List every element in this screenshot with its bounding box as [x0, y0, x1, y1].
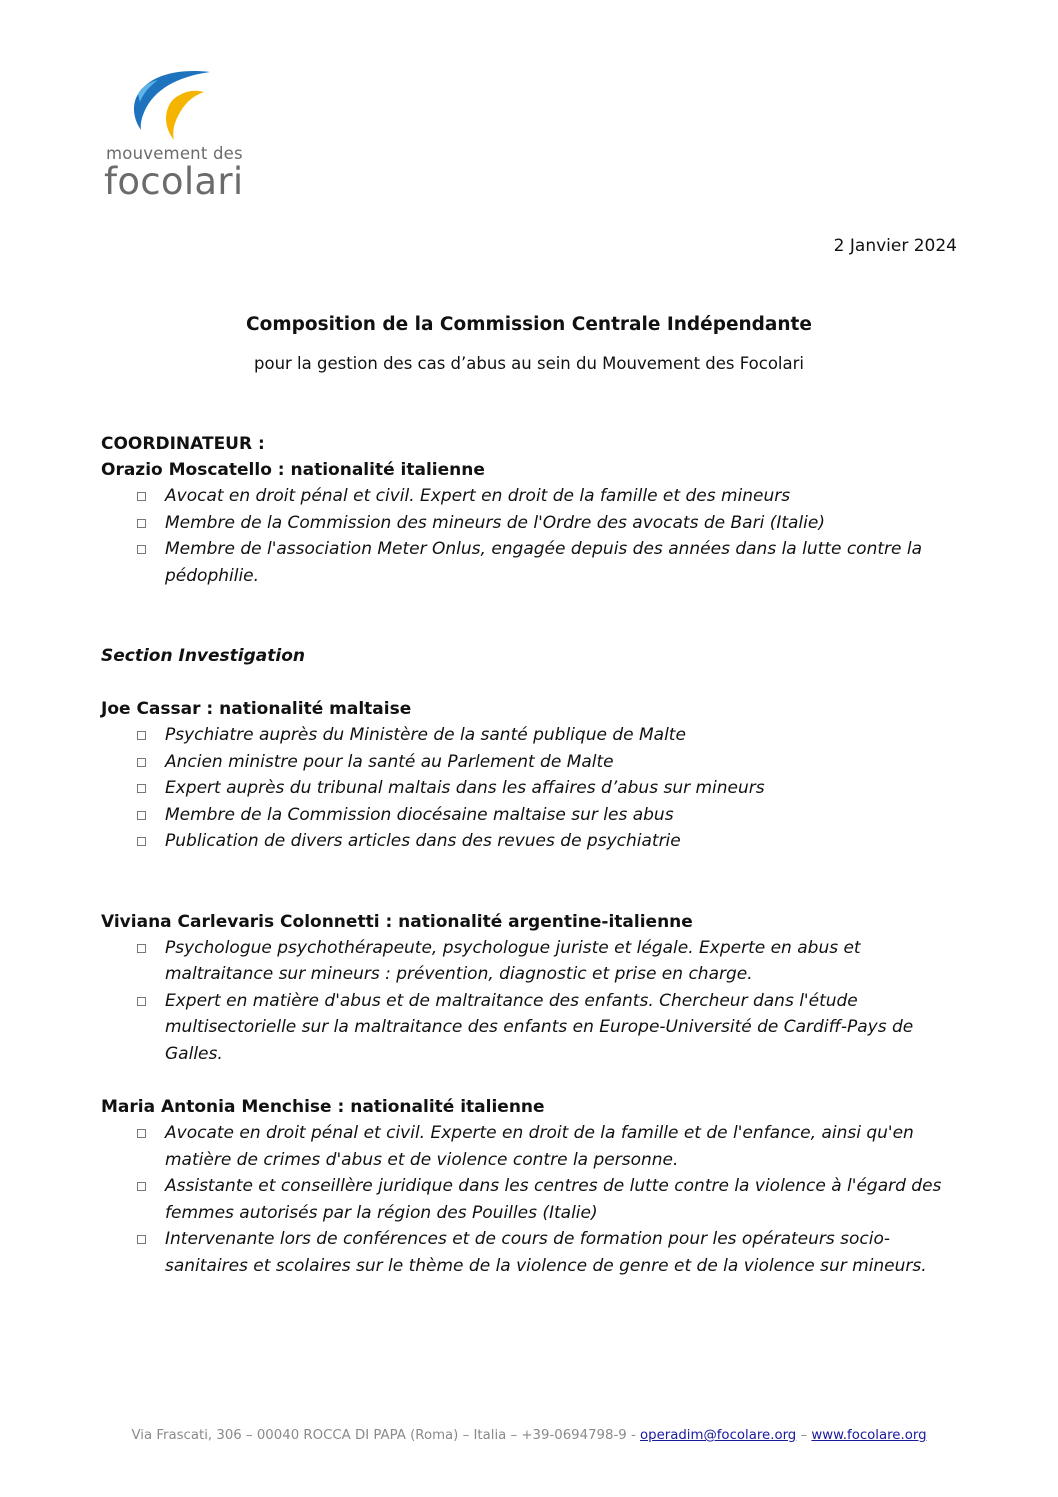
footer-separator: – [800, 1428, 808, 1443]
list-item: Ancien ministre pour la santé au Parlement de Malte [101, 749, 961, 776]
checkbox-bullet-icon [137, 492, 146, 501]
list-item: Membre de la Commission des mineurs de l'Ordre des avocats de Bari (Italie) [101, 510, 961, 537]
logo-wordmark: focolari [104, 160, 244, 203]
checkbox-bullet-icon [137, 1182, 146, 1191]
list-item: Psychologue psychothérapeute, psychologue juriste et légale. Experte en abus et maltraitance sur mineurs : prévention, diagnostic et prise en charge. [101, 935, 961, 988]
list-item: Avocat en droit pénal et civil. Expert en droit de la famille et des mineurs [101, 483, 961, 510]
list-item: Psychiatre auprès du Ministère de la santé publique de Malte [101, 722, 961, 749]
checkbox-bullet-icon [137, 944, 146, 953]
checkbox-bullet-icon [137, 758, 146, 767]
checkbox-bullet-icon [137, 997, 146, 1006]
member-list [101, 722, 961, 855]
checkbox-bullet-icon [137, 1129, 146, 1138]
member-list [101, 1120, 961, 1279]
spacer [101, 589, 961, 643]
document-subtitle: pour la gestion des cas d’abus au sein du Mouvement des Focolari [254, 354, 804, 373]
list-item: Expert en matière d'abus et de maltraitance des enfants. Chercheur dans l'étude multisectorielle sur la maltraitance des enfants en Europe-Université de Cardiff-Pays de Galles. [101, 988, 961, 1068]
member-name: Viviana Carlevaris Colonnetti : nationalité argentine-italienne [101, 911, 693, 932]
checkbox-bullet-icon [137, 784, 146, 793]
email-link[interactable]: operadim@focolare.org [640, 1428, 797, 1443]
document-title: Composition de la Commission Centrale Indépendante [246, 314, 812, 335]
list-item: Avocate en droit pénal et civil. Experte en droit de la famille et de l'enfance, ainsi qu'en matière de crimes d'abus et de violence contre la personne. [101, 1120, 961, 1173]
section-title: Section Investigation [101, 646, 305, 666]
list-item: Publication de divers articles dans des revues de psychiatrie [101, 828, 961, 855]
member-name: Joe Cassar : nationalité maltaise [101, 699, 412, 719]
logo-subtitle: mouvement des [106, 144, 243, 163]
list-item: Assistante et conseillère juridique dans les centres de lutte contre la violence à l'égard des femmes autorisés par la région des Pouilles (Italie) [101, 1173, 961, 1226]
website-link[interactable]: www.focolare.org [811, 1428, 927, 1443]
list-item: Expert auprès du tribunal maltais dans les affaires d’abus sur mineurs [101, 775, 961, 802]
member-name: Maria Antonia Menchise : nationalité italienne [101, 1097, 545, 1117]
document-date: 2 Janvier 2024 [833, 236, 957, 256]
list-item: Membre de l'association Meter Onlus, engagée depuis des années dans la lutte contre la pédophilie. [101, 536, 961, 589]
focolari-logo [100, 64, 270, 204]
member-list [101, 935, 961, 1068]
checkbox-bullet-icon [137, 545, 146, 554]
focolari-flame-icon [132, 68, 212, 144]
checkbox-bullet-icon [137, 837, 146, 846]
checkbox-bullet-icon [137, 731, 146, 740]
checkbox-bullet-icon [137, 811, 146, 820]
coordinator-list [101, 483, 961, 589]
spacer [101, 855, 961, 909]
document-body [101, 431, 961, 1279]
member-name: Orazio Moscatello : nationalité italienne [101, 460, 485, 480]
footer-address: Via Frascati, 306 – 00040 ROCCA DI PAPA (Roma) – Italia – +39-0694798-9 - [131, 1428, 636, 1443]
list-item: Membre de la Commission diocésaine maltaise sur les abus [101, 802, 961, 829]
list-item: Intervenante lors de conférences et de cours de formation pour les opérateurs socio-sanitaires et scolaires sur le thème de la violence de genre et de la violence sur mineurs. [101, 1226, 961, 1279]
spacer [101, 1067, 961, 1094]
coordinator-label: COORDINATEUR : [101, 434, 265, 454]
checkbox-bullet-icon [137, 1235, 146, 1244]
spacer [101, 669, 961, 696]
checkbox-bullet-icon [137, 519, 146, 528]
page-footer [0, 1428, 1058, 1443]
